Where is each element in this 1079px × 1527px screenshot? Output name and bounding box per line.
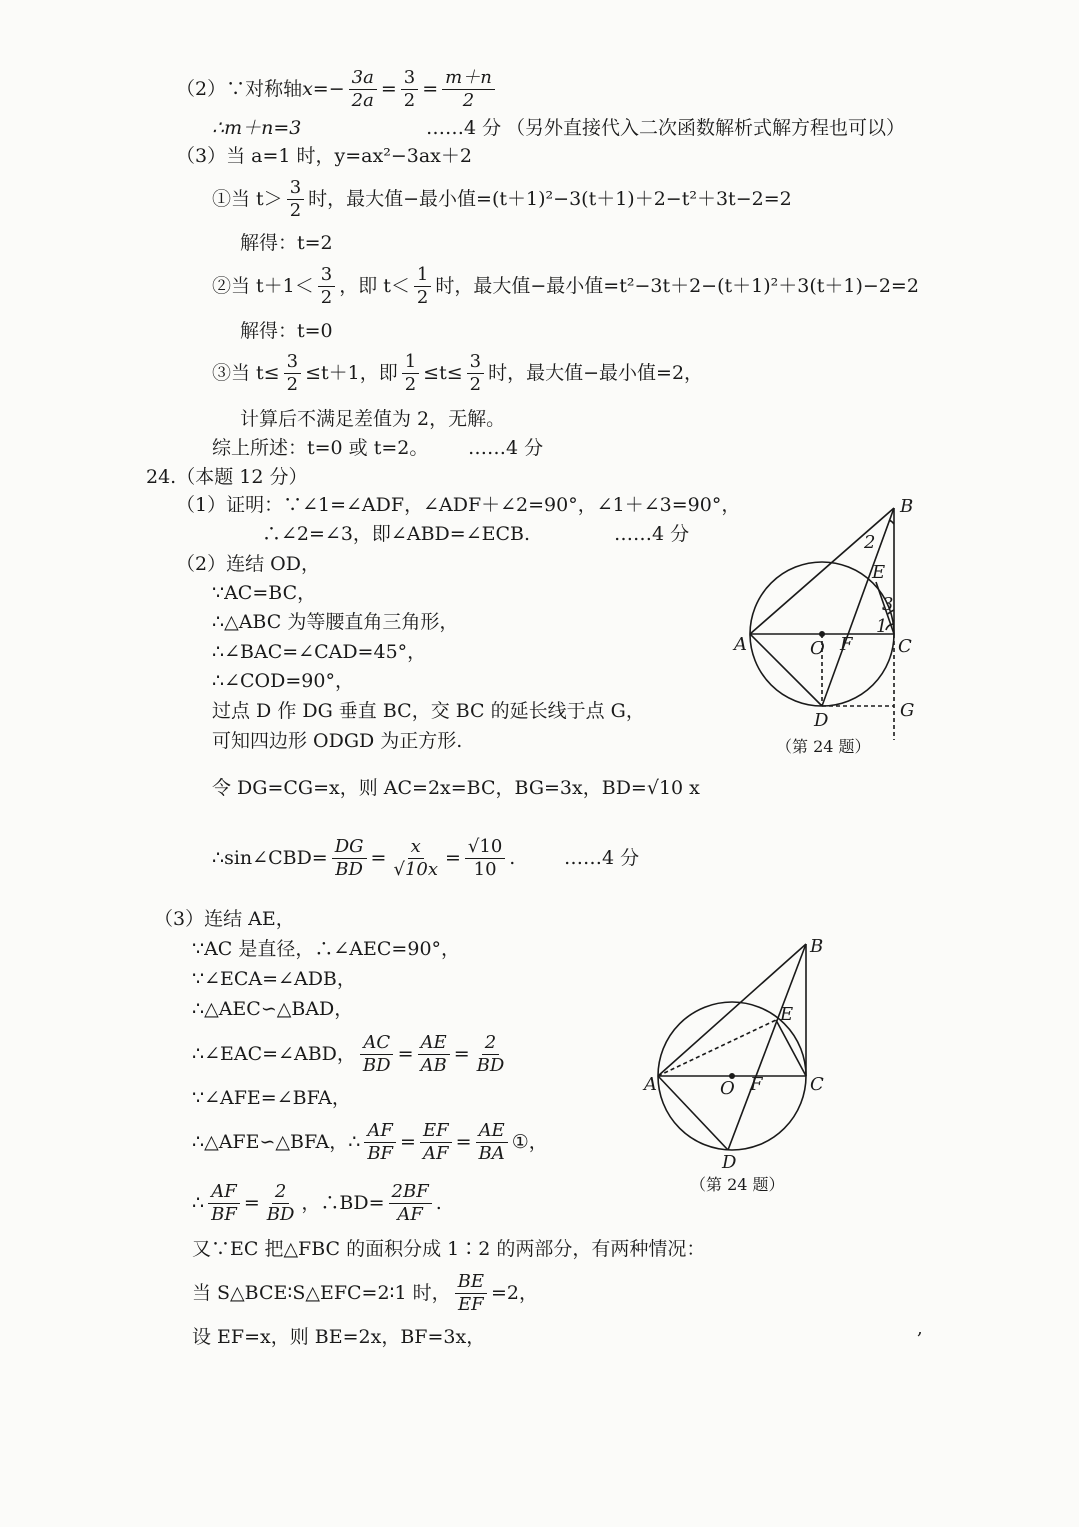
label-B: B	[810, 936, 824, 957]
text: ∴△ABC 为等腰直角三角形，	[212, 610, 459, 633]
fraction: $\frac{EF}{AF}$	[420, 1122, 452, 1163]
figure-24-b-svg	[636, 930, 836, 1170]
line	[192, 1087, 351, 1109]
line-part2	[176, 553, 320, 575]
text: =	[422, 77, 439, 100]
figure-24-a-svg	[726, 490, 926, 740]
text: ……4 分	[614, 522, 690, 545]
line-proof-1	[176, 494, 740, 516]
line	[192, 968, 356, 990]
line	[192, 938, 460, 960]
text: 24.（本题 12 分）	[146, 465, 308, 488]
fraction: $\frac{3}{2}$	[284, 353, 301, 394]
text: ……4 分	[426, 116, 502, 139]
line-ratio-2	[192, 1115, 548, 1169]
text: ∵∠AFE=∠BFA，	[192, 1086, 351, 1109]
stray-mark: ,	[917, 1318, 923, 1339]
label-C: C	[898, 636, 912, 657]
figure-24-a	[726, 490, 926, 740]
score-mark	[468, 437, 543, 459]
line-case2	[212, 259, 919, 313]
label-D: D	[722, 1152, 737, 1170]
label-E: E	[872, 562, 886, 583]
text: ∴∠EAC=∠ABD，	[192, 1042, 356, 1065]
figure-24-b	[636, 930, 836, 1170]
text: =	[370, 846, 387, 869]
label-angle-2: 2	[864, 532, 876, 553]
text: ∵AC=BC，	[212, 581, 317, 604]
text: 可知四边形 ODGD 为正方形.	[212, 729, 463, 752]
text: （3）连结 AE，	[154, 907, 295, 930]
fraction: $\frac{2}{BD}$	[476, 1031, 505, 1076]
label-F: F	[750, 1074, 763, 1095]
text: =	[455, 1130, 472, 1153]
text: =	[397, 1042, 414, 1065]
fraction: $\frac{3}{2}$	[401, 69, 418, 110]
line	[212, 777, 700, 799]
score-mark	[614, 523, 689, 545]
fraction: $\frac{AF}{BF}$	[364, 1122, 396, 1163]
text: 过点 D 作 DG 垂直 BC，交 BC 的延长线于点 G，	[212, 699, 645, 722]
text: ∴sin∠CBD=	[212, 846, 328, 869]
line-no-solution	[240, 408, 505, 430]
line-part3	[176, 145, 472, 167]
label-E: E	[780, 1004, 794, 1025]
score-mark	[426, 117, 501, 139]
fraction: $\frac{2BF}{AF}$	[389, 1183, 432, 1224]
score-mark	[564, 847, 639, 869]
text: （3）当 a=1 时，y=ax²−3ax＋2	[176, 144, 472, 167]
label-C: C	[810, 1074, 824, 1095]
text: 综上所述：t=0 或 t=2。	[212, 436, 429, 459]
text: ……4 分	[564, 846, 640, 869]
text: ∵AC 是直径，∴∠AEC=90°，	[192, 937, 461, 960]
text: =	[445, 846, 461, 869]
fraction: $\frac{m+n}{2}$	[442, 69, 495, 110]
text: ①当 t＞	[212, 187, 283, 210]
label-A: A	[644, 1074, 657, 1095]
line-ratio-1	[192, 1027, 511, 1081]
segment-EC	[776, 1020, 806, 1076]
problem-24-heading	[146, 466, 307, 488]
text: 又∵EC 把△FBC 的面积分成 1∶2 的两部分，有两种情况：	[192, 1237, 706, 1260]
label-angle-1: 1	[876, 616, 888, 637]
line	[192, 998, 353, 1020]
line	[212, 582, 316, 604]
line	[192, 1238, 705, 1260]
fraction: $\frac{3}{2}$	[287, 179, 304, 220]
figure-caption: （第 24 题）	[690, 1175, 785, 1194]
text: ∴∠2=∠3，即∠ABD=∠ECB.	[262, 522, 531, 545]
line-result-m-n	[212, 117, 301, 139]
label-B: B	[900, 496, 914, 517]
text: 解得：t=0	[240, 319, 333, 342]
text: ∴∠BAC=∠CAD=45°，	[212, 640, 427, 663]
fraction: $\frac{3}{2}$	[318, 266, 335, 307]
label-A: A	[734, 634, 747, 655]
text: ……4 分	[468, 436, 544, 459]
text: ①，	[511, 1130, 548, 1153]
fraction: $\frac{1}{2}$	[402, 353, 419, 394]
segment-BD	[728, 944, 806, 1150]
line-ratio-3	[192, 1176, 442, 1230]
text: .	[435, 1191, 442, 1214]
text: 设 EF=x，则 BE=2x，BF=3x，	[192, 1325, 486, 1348]
label-D: D	[814, 710, 829, 731]
line	[212, 670, 354, 692]
line-solve2	[240, 320, 333, 342]
text: ≤t＋1，即	[305, 361, 398, 384]
line	[212, 641, 426, 663]
figure-caption: （第 24 题）	[776, 737, 871, 756]
fraction: $\frac{AE}{BA}$	[476, 1122, 508, 1163]
fraction: $\frac{AC}{BD}$	[360, 1034, 394, 1075]
text: 时，最大值−最小值=2，	[488, 361, 704, 384]
label-angle-3: 3	[882, 594, 894, 615]
text: 计算后不满足差值为 2，无解。	[240, 407, 506, 430]
fraction: $\frac{2}{BD}$	[266, 1180, 295, 1225]
fraction: $\frac{BE}{EF}$	[455, 1273, 487, 1314]
label-O: O	[720, 1078, 735, 1099]
text: （2）∵对称轴	[176, 77, 303, 100]
fraction: $\frac{√10}{10}$	[465, 838, 505, 879]
label-G: G	[900, 700, 915, 721]
line	[212, 700, 645, 722]
label-F: F	[840, 634, 853, 655]
line-solve1	[240, 232, 333, 254]
text: ③当 t≤	[212, 361, 280, 384]
line-symmetry-axis	[176, 62, 499, 116]
line-sin	[212, 830, 515, 886]
line-proof-2	[262, 523, 530, 545]
text: ∴m＋n=3	[212, 116, 302, 139]
line	[192, 1326, 485, 1348]
text: ∴△AFE∽△BFA，∴	[192, 1130, 361, 1153]
text: ∴	[192, 1191, 205, 1214]
text: =	[380, 77, 397, 100]
text: （另外直接代入二次函数解析式解方程也可以）	[506, 116, 906, 139]
line-area-case	[192, 1266, 538, 1320]
text: 令 DG=CG=x，则 AC=2x=BC，BG=3x，BD=√10 x	[212, 776, 700, 799]
center-point	[819, 631, 825, 637]
text: 时，最大值−最小值=t²−3t＋2−(t＋1)²＋3(t＋1)−2=2	[435, 274, 919, 297]
text: =2，	[491, 1281, 539, 1304]
text: （1）证明：∵∠1=∠ADF，∠ADF＋∠2=90°，∠1＋∠3=90°，	[176, 493, 741, 516]
fraction: $\frac{AE}{AB}$	[418, 1034, 450, 1075]
fraction: $\frac{1}{2}$	[414, 266, 431, 307]
line-summary	[212, 437, 428, 459]
text: x=−	[302, 77, 345, 100]
text: ∵∠ECA=∠ADB，	[192, 967, 356, 990]
text: 时，最大值−最小值=(t＋1)²−3(t＋1)＋2−t²＋3t−2=2	[308, 187, 792, 210]
text: ，∴BD=	[301, 1191, 385, 1214]
text: .	[509, 846, 516, 869]
line-part3-24	[154, 908, 295, 930]
fraction: $\frac{x}{√10x}$	[393, 835, 438, 880]
text: ∴∠COD=90°，	[212, 669, 354, 692]
text: ≤t≤	[423, 361, 463, 384]
text: 解得：t=2	[240, 231, 333, 254]
line-case3	[212, 346, 703, 400]
text: ②当 t＋1＜	[212, 274, 314, 297]
text: =	[243, 1191, 260, 1214]
fraction: $\frac{AF}{BF}$	[208, 1183, 240, 1224]
text: （2）连结 OD，	[176, 552, 320, 575]
label-O: O	[810, 638, 825, 659]
text: ，即 t＜	[339, 274, 410, 297]
line-case1	[212, 172, 792, 226]
text: 当 S△BCE∶S△EFC=2∶1 时，	[192, 1281, 451, 1304]
note	[506, 117, 905, 139]
fraction: $\frac{3a}{2a}$	[349, 69, 377, 110]
text: ∴△AEC∽△BAD，	[192, 997, 354, 1020]
fraction: $\frac{DG}{BD}$	[332, 838, 367, 879]
text: =	[453, 1042, 470, 1065]
line	[212, 611, 458, 633]
fraction: $\frac{3}{2}$	[467, 353, 484, 394]
line	[212, 730, 462, 752]
text: =	[400, 1130, 416, 1153]
